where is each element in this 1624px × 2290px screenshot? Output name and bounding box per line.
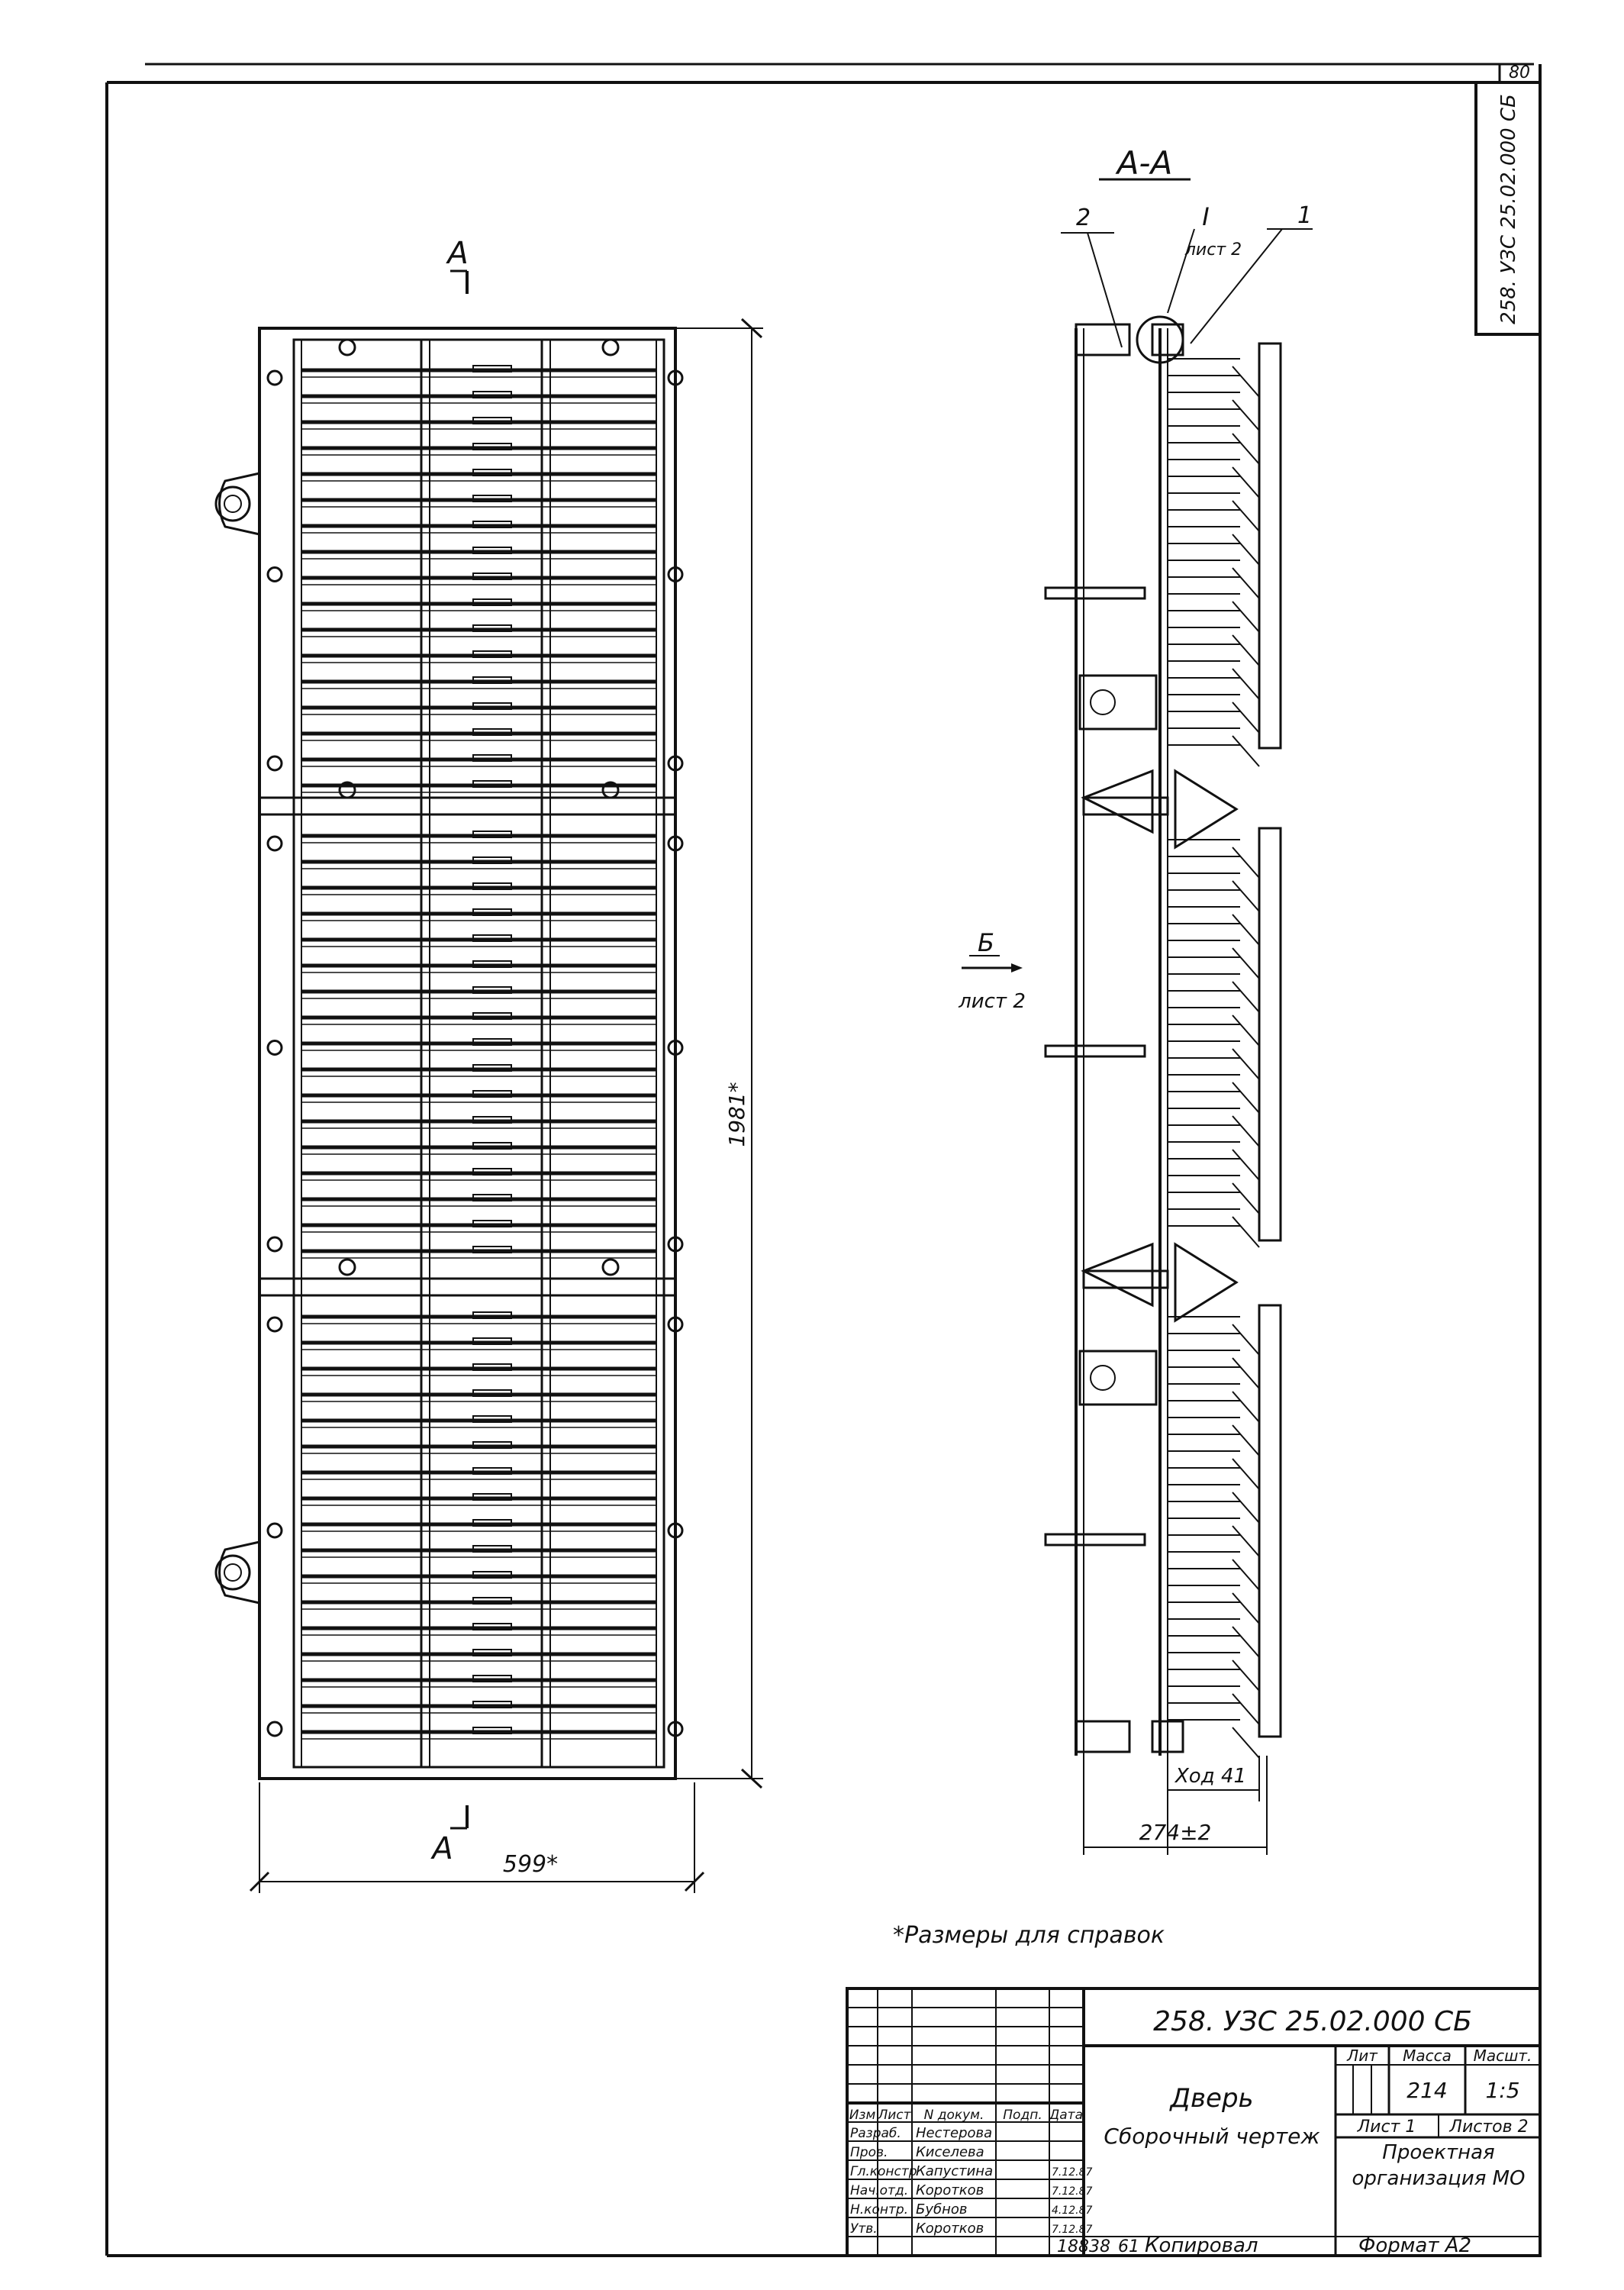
dim-width: 599* [502, 1851, 559, 1878]
title-header-cell: N докум. [923, 2108, 984, 2123]
page-number: 80 [1509, 63, 1530, 82]
title-role: Нач.отд. [850, 2183, 909, 2198]
corner-bolt [340, 340, 355, 355]
sheet-frame [107, 64, 1540, 2256]
title-date: 7.12.87 [1052, 2224, 1093, 2236]
section-title: А-А [1116, 144, 1173, 182]
bolt [268, 371, 282, 385]
dim-height: 1981* [724, 1082, 749, 1147]
sheet-label: Лист 1 [1357, 2117, 1416, 2137]
bolt [268, 1318, 282, 1331]
format-code: 61 [1118, 2237, 1139, 2256]
callout-2: 2 [1076, 205, 1091, 231]
fin-link [1232, 736, 1259, 766]
title-role: Разраб. [850, 2126, 901, 2141]
title-role: Пров. [850, 2145, 888, 2160]
inventory-number: 18838 [1057, 2237, 1110, 2256]
detail-sheet: лист 2 [1184, 240, 1242, 260]
sheets-label: Листов 2 [1449, 2117, 1529, 2137]
front-view-door [216, 271, 763, 1893]
title-header-cell: Лист [878, 2108, 911, 2123]
reference-note: *Размеры для справок [893, 1922, 1165, 1949]
title-header-cell: Дата [1049, 2108, 1084, 2123]
view-b-sheet: лист 2 [959, 990, 1026, 1013]
mass-label: Масса [1403, 2046, 1452, 2065]
hinge-lug-top [216, 473, 259, 534]
fin-link [1232, 1217, 1259, 1247]
title-header-cell: Подп. [1003, 2108, 1042, 2123]
title-name: Коротков [916, 2182, 984, 2198]
title-date: 7.12.87 [1052, 2166, 1093, 2179]
dim-depth: 274±2 [1139, 1820, 1212, 1845]
corner-bolt [340, 1260, 355, 1275]
corner-bolt [603, 1260, 618, 1275]
rotated-doc-code: 258. УЗС 25.02.000 СБ [1497, 94, 1520, 324]
title-name: Коротков [916, 2221, 984, 2237]
mass-value: 214 [1406, 2078, 1448, 2103]
bolt [268, 1041, 282, 1055]
scale-label: Масшт. [1473, 2046, 1532, 2065]
product-name: Дверь [1170, 2083, 1254, 2114]
title-role: Гл.констр [850, 2164, 917, 2179]
bolt [268, 1524, 282, 1537]
bolt [268, 837, 282, 850]
title-name: Бубнов [916, 2201, 968, 2217]
section-a-a [962, 179, 1313, 1855]
section-mark-top: А [447, 236, 469, 271]
hinge-lug-bottom [216, 1542, 259, 1603]
title-name: Киселева [916, 2144, 984, 2160]
lit-label: Лит [1347, 2046, 1378, 2065]
doc-type: Сборочный чертеж [1104, 2124, 1320, 2149]
bolt [268, 1722, 282, 1736]
dim-stroke: Ход 41 [1175, 1765, 1247, 1788]
detail-mark: I [1202, 202, 1210, 231]
scale-value: 1:5 [1485, 2078, 1520, 2103]
bolt [268, 568, 282, 582]
view-b-mark: Б [978, 928, 994, 957]
title-date: 4.12.87 [1052, 2205, 1093, 2217]
copied-label: Копировал [1145, 2234, 1258, 2257]
bolt [268, 756, 282, 770]
title-date: 7.12.87 [1052, 2185, 1093, 2198]
title-name: Нестерова [916, 2125, 993, 2141]
section-mark-bottom: А [432, 1831, 453, 1866]
corner-bolt [603, 340, 618, 355]
title-role: Н.контр. [850, 2202, 909, 2217]
fin-link [1232, 1727, 1259, 1758]
title-doc-code: 258. УЗС 25.02.000 СБ [1153, 2006, 1472, 2037]
title-header-cell: Изм [849, 2108, 876, 2123]
callout-1: 1 [1297, 202, 1313, 229]
title-name: Капустина [916, 2163, 994, 2179]
format-label: Формат А2 [1358, 2234, 1472, 2257]
title-role: Утв. [850, 2221, 878, 2237]
organization: Проектная организация МО [1352, 2141, 1526, 2190]
bolt [268, 1237, 282, 1251]
